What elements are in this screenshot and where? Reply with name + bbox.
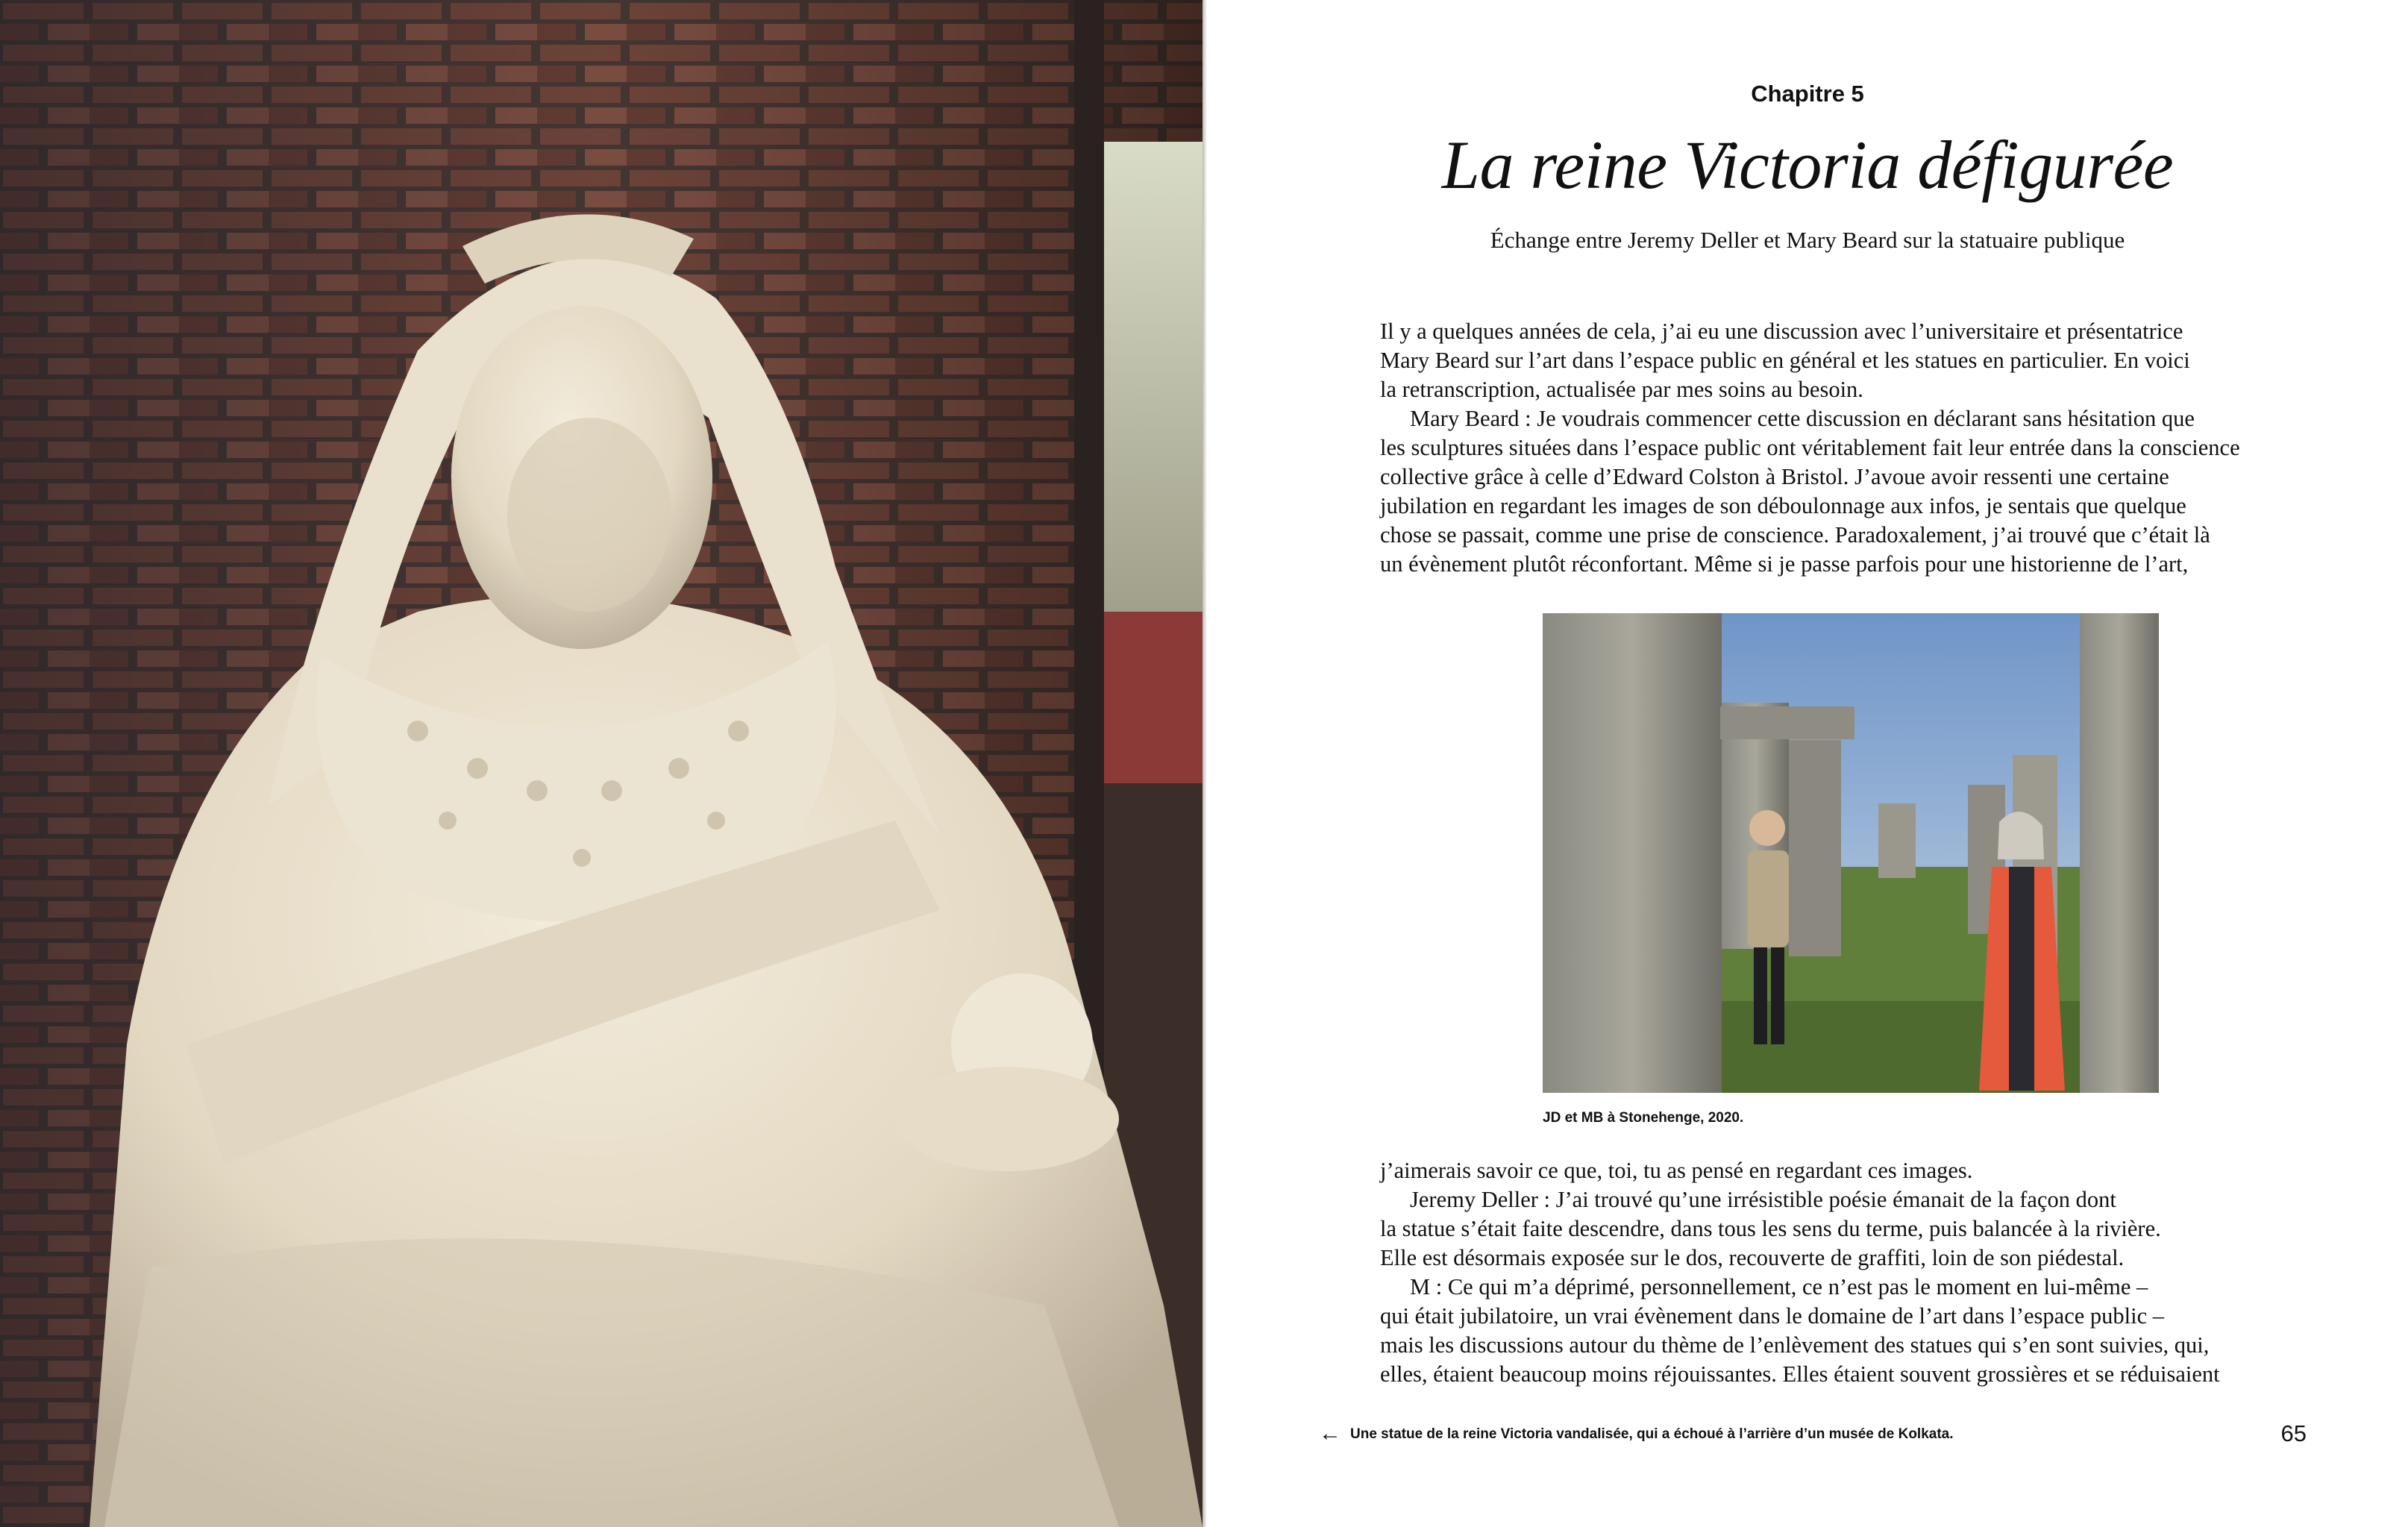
stonehenge-photo — [1543, 613, 2159, 1093]
page-number: 65 — [2280, 1420, 2307, 1446]
text-line: Mary Beard : Je voudrais commencer cette discussion en déclarant sans hésitation que — [1410, 406, 2195, 431]
text-line: les sculptures situées dans l’espace public ont véritablement fait leur entrée dans la conscience — [1380, 435, 2240, 460]
footer-caption-text: Une statue de la reine Victoria vandalisée, qui a échoué à l’arrière d’un musée de Kolkata. — [1350, 1426, 1954, 1442]
text-line: elles, étaient beaucoup moins réjouissantes. Elles étaient souvent grossières et se réduisaient — [1380, 1361, 2220, 1387]
text-line: qui était jubilatoire, un vrai évènement dans le domaine de l’art dans l’espace public – — [1380, 1303, 2165, 1329]
text-line: la statue s’était faite descendre, dans tous les sens du terme, puis balancée à la rivière. — [1380, 1216, 2161, 1241]
text-line: j’aimerais savoir ce que, toi, tu as pensé en regardant ces images. — [1380, 1158, 1973, 1183]
arrow-left-icon: ← — [1319, 1420, 1341, 1446]
text-line: Mary Beard sur l’art dans l’espace public en général et les statues en particulier. En voici — [1380, 348, 2190, 373]
right-page — [1207, 0, 2408, 1527]
text-line: mais les discussions autour du thème de l’enlèvement des statues qui s’en sont suivies, qui, — [1380, 1332, 2210, 1358]
text-line: la retranscription, actualisée par mes soins au besoin. — [1380, 377, 1863, 402]
text-line: Il y a quelques années de cela, j’ai eu une discussion avec l’universitaire et présentatrice — [1380, 319, 2183, 344]
text-line: chose se passait, comme une prise de conscience. Paradoxalement, j’ai trouvé que c’était là — [1380, 522, 2210, 548]
text-line: M : Ce qui m’a déprimé, personnellement, ce n’est pas le moment en lui-même – — [1410, 1274, 2148, 1299]
text-line: un évènement plutôt réconfortant. Même si je passe parfois pour une historienne de l’art, — [1380, 551, 2189, 577]
victoria-statue-photo — [0, 0, 1203, 1527]
text-line: Jeremy Deller : J’ai trouvé qu’une irrésistible poésie émanait de la façon dont — [1410, 1187, 2116, 1212]
chapter-subtitle: Échange entre Jeremy Deller et Mary Beard sur la statuaire publique — [1490, 227, 2125, 253]
body-text-block-1 — [1380, 317, 2305, 579]
chapter-label: Chapitre 5 — [1751, 81, 1864, 107]
text-line: collective grâce à celle d’Edward Colston à Bristol. J’avoue avoir ressenti une certaine — [1380, 464, 2169, 489]
footer-caption — [1319, 1420, 1954, 1446]
photo-caption: JD et MB à Stonehenge, 2020. — [1543, 1110, 1744, 1126]
body-text-block-2 — [1380, 1156, 2305, 1389]
chapter-title: La reine Victoria défigurée — [1441, 127, 2174, 203]
text-line: jubilation en regardant les images de son déboulonnage aux infos, je sentais que quelque — [1380, 493, 2186, 518]
text-line: Elle est désormais exposée sur le dos, recouverte de graffiti, loin de son piédestal. — [1380, 1245, 2125, 1270]
